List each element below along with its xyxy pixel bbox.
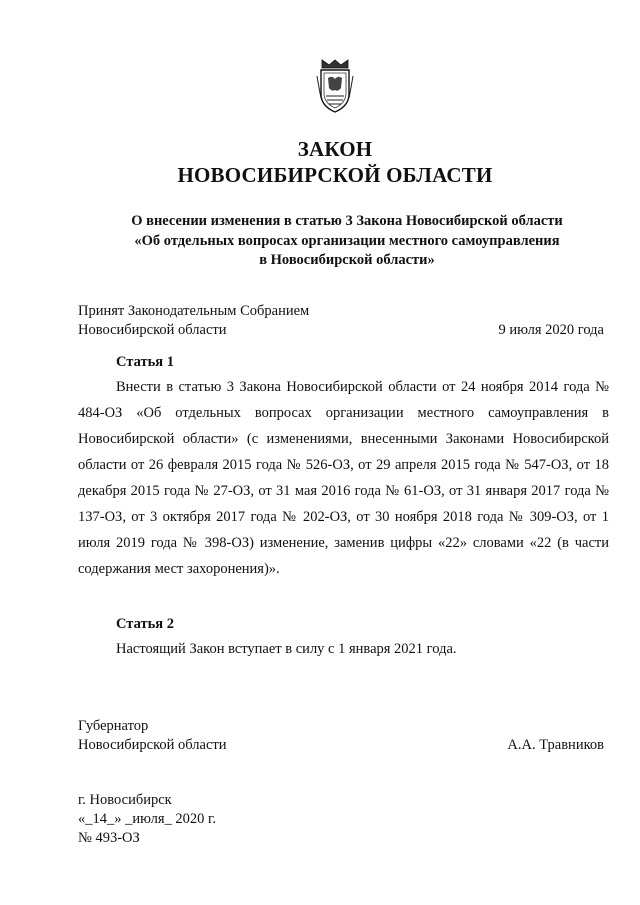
adoption-date: 9 июля 2020 года	[498, 322, 604, 338]
signer-title-line-2: Новосибирской области	[78, 737, 227, 753]
subtitle-line-2: «Об отдельных вопросах организации местного самоуправления	[134, 232, 560, 249]
title-line-1: ЗАКОН	[297, 137, 373, 161]
adopted-line-1: Принят Законодательным Собранием	[78, 303, 310, 319]
adopted-line-2: Новосибирской области	[78, 322, 227, 338]
title-line-2: НОВОСИБИРСКОЙ ОБЛАСТИ	[177, 163, 493, 187]
place-city: г. Новосибирск	[78, 792, 172, 808]
place-date-block	[78, 791, 378, 848]
article-2-text: Настоящий Закон вступает в силу с 1 января 2021 года.	[116, 641, 457, 657]
signer-name: А.А. Травников	[507, 737, 604, 753]
article-2-heading: Статья 2	[116, 616, 174, 632]
document-title	[0, 136, 640, 188]
document-subtitle	[0, 212, 640, 271]
adoption-info	[78, 302, 604, 340]
place-date: «_14_» _июля_ 2020 г.	[78, 811, 216, 827]
law-number: № 493-ОЗ	[78, 830, 140, 846]
subtitle-line-1: О внесении изменения в статью 3 Закона Новосибирской области	[131, 213, 563, 229]
article-1-heading: Статья 1	[116, 354, 174, 370]
coat-of-arms-icon	[316, 58, 354, 114]
signature-block	[78, 717, 604, 755]
article-1-text: Внести в статью 3 Закона Новосибирской области от 24 ноября 2014 года № 484-ОЗ «Об отдельных вопросах организации местного самоуправления в Новосибирской области» (с изменениями, внесенными Законами Новосибирской области от 26 февраля 2015 года № 526-ОЗ, от 29 апреля 2015 года № 547-ОЗ, от 18 декабря 2015 года № 27-ОЗ, от 31 мая 2016 года № 61-ОЗ, от 31 января 2017 года № 137-ОЗ, от 3 октября 2017 года № 202-ОЗ, от 30 ноября 2018 года № 309-ОЗ, от 1 июля 2019 года № 398-ОЗ) изменение, заменив цифры «22» словами «22 (в части содержания мест захоронения)».	[78, 379, 609, 577]
subtitle-line-3: в Новосибирской области»	[259, 252, 435, 268]
signer-title-line-1: Губернатор	[78, 718, 149, 734]
